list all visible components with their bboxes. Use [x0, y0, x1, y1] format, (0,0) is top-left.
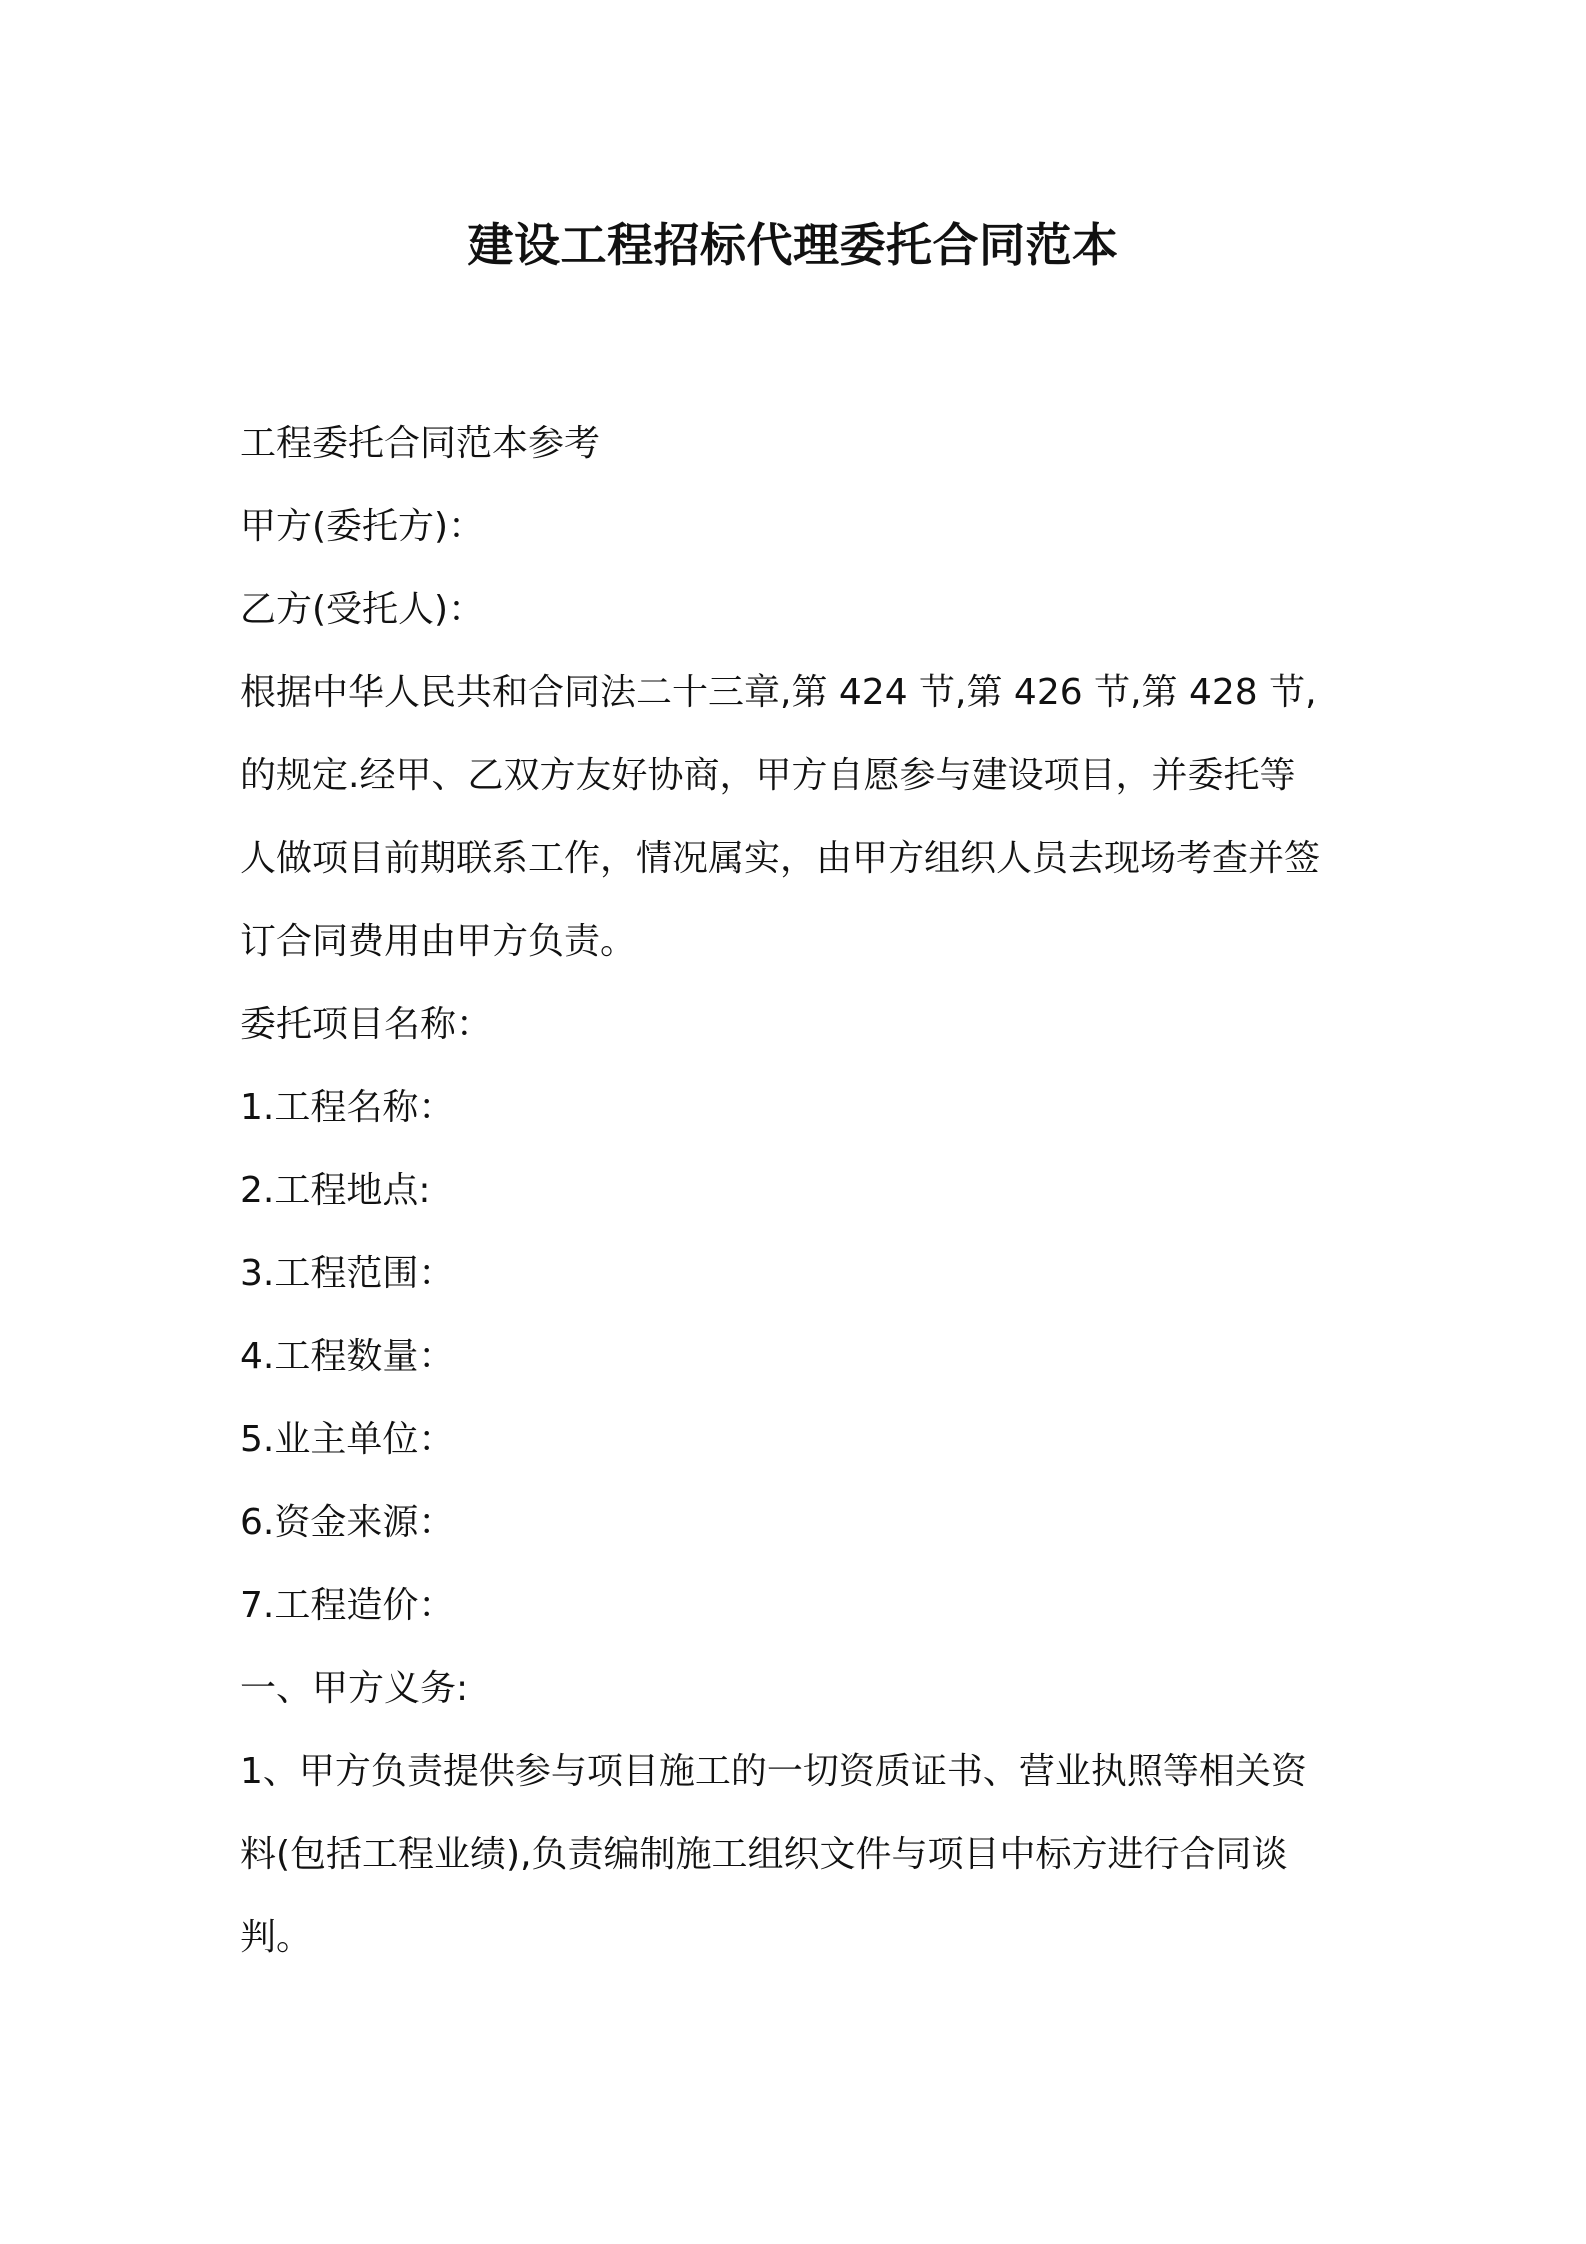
subtitle: 工程委托合同范本参考	[240, 423, 601, 464]
project-item: 4.工程数量：	[240, 1336, 455, 1377]
project-item: 7.工程造价：	[240, 1585, 455, 1626]
section-1-item-line: 1、甲方负责提供参与项目施工的一切资质证书、营业执照等相关资	[240, 1751, 1307, 1792]
document-title: 建设工程招标代理委托合同范本	[467, 218, 1119, 272]
document-body	[240, 402, 1360, 1979]
intro-line: 根据中华人民共和合同法二十三章,第 424 节,第 426 节,第 428 节,	[240, 672, 1317, 713]
project-item: 1.工程名称：	[240, 1087, 455, 1128]
intro-line: 订合同费用由甲方负责。	[240, 921, 637, 962]
section-1-item-line: 料(包括工程业绩),负责编制施工组织文件与项目中标方进行合同谈	[240, 1834, 1288, 1875]
section-1-heading: 一、甲方义务:	[240, 1668, 469, 1709]
project-item: 6.资金来源：	[240, 1502, 455, 1543]
party-b-label: 乙方(受托人)：	[240, 589, 485, 630]
project-items-list	[240, 1066, 1360, 1647]
project-heading: 委托项目名称：	[240, 1004, 493, 1045]
section-1-item-1	[240, 1730, 1360, 1979]
intro-paragraph	[240, 651, 1360, 983]
intro-line: 人做项目前期联系工作，情况属实，由甲方组织人员去现场考查并签	[240, 838, 1321, 879]
project-item: 5.业主单位：	[240, 1419, 455, 1460]
section-1-item-line: 判。	[240, 1917, 313, 1958]
project-item: 2.工程地点:	[240, 1170, 431, 1211]
intro-line: 的规定.经甲、乙双方友好协商，甲方自愿参与建设项目，并委托等	[240, 755, 1296, 796]
project-item: 3.工程范围：	[240, 1253, 455, 1294]
party-a-label: 甲方(委托方)：	[240, 506, 485, 547]
